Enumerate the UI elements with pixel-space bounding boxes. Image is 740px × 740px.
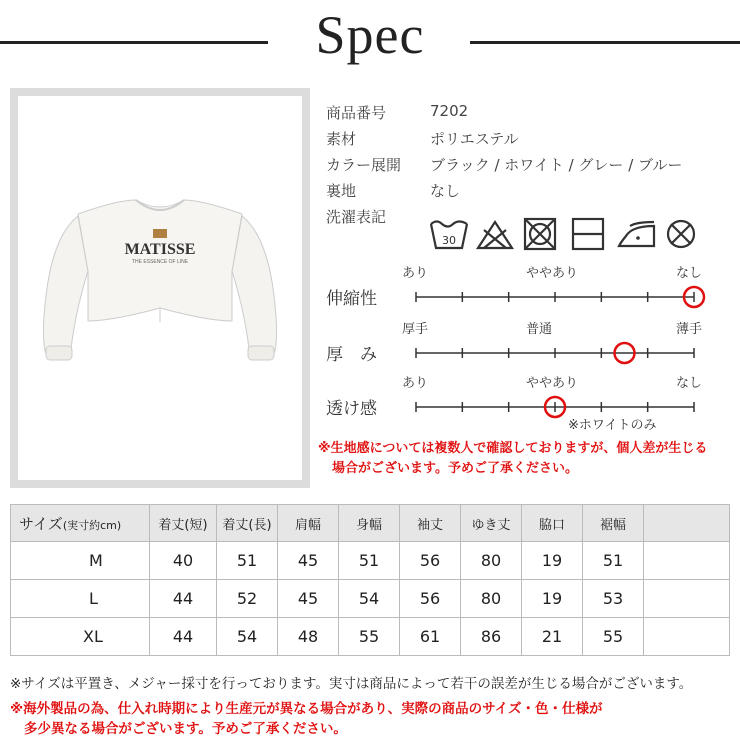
scale-left-label: あり — [402, 376, 429, 391]
no-dry-clean-icon — [668, 221, 694, 247]
title-rule-right — [470, 41, 740, 44]
value-cell: 80 — [461, 580, 522, 618]
page-title: Spec — [315, 5, 425, 65]
footer-note-overseas-1: ※海外製品の為、仕入れ時期により生産元が異なる場合があり、実際の商品のサイズ・色・仕様が — [10, 701, 603, 717]
spec-value-colors: ブラック / ホワイト / グレー / ブルー — [430, 156, 683, 174]
value-cell: 19 — [522, 580, 583, 618]
value-cell: 55 — [583, 618, 644, 656]
col-header: 身幅 — [339, 505, 400, 542]
value-cell: 86 — [461, 618, 522, 656]
spec-label-lining: 裏地 — [326, 182, 357, 200]
value-cell: 56 — [400, 580, 461, 618]
size-table-header — [11, 505, 730, 542]
iron-low-icon — [619, 222, 654, 246]
footer-note-measure: ※サイズは平置き、メジャー採寸を行っております。実寸は商品によって若干の誤差が生じる場合がございます。 — [10, 676, 693, 692]
product-photo-frame — [10, 88, 310, 488]
spec-label-material: 素材 — [326, 130, 357, 148]
col-header: 着丈(短) — [150, 505, 217, 542]
scale-bar — [406, 392, 706, 422]
logo-subtext: THE ESSENCE OF LINE — [131, 259, 189, 265]
table-row — [11, 580, 730, 618]
no-tumble-dry-icon — [525, 219, 555, 249]
scale-right-label: なし — [676, 266, 703, 281]
table-row — [11, 542, 730, 580]
value-cell: 52 — [217, 580, 278, 618]
no-chlorine-bleach-icon — [478, 222, 512, 248]
spec-value-material: ポリエステル — [430, 130, 519, 148]
value-cell: 54 — [339, 580, 400, 618]
size-table — [10, 504, 730, 656]
value-cell: 55 — [339, 618, 400, 656]
scale-bar — [406, 338, 706, 368]
value-cell: 56 — [400, 542, 461, 580]
value-cell: 80 — [461, 542, 522, 580]
value-cell: 44 — [150, 618, 217, 656]
scale-note-line1: ※生地感については複数人で確認しておりますが、個人差が生じる — [318, 441, 708, 456]
logo-text: MATISSE — [124, 241, 196, 258]
col-header: 肩幅 — [278, 505, 339, 542]
line-dry-flat-icon — [573, 219, 603, 249]
spec-value-lining: なし — [430, 182, 461, 200]
scale-name: 透け感 — [326, 399, 377, 419]
scale-mid-label: ややあり — [526, 266, 579, 281]
footer-note-overseas-2: 多少異なる場合がございます。予めご了承ください。 — [24, 721, 347, 737]
value-cell: 48 — [278, 618, 339, 656]
value-cell: 51 — [339, 542, 400, 580]
spec-label-item-no: 商品番号 — [326, 104, 387, 122]
svg-text:30: 30 — [442, 234, 456, 247]
care-icons — [428, 214, 700, 256]
scale-name: 伸縮性 — [326, 289, 377, 309]
value-cell — [644, 618, 730, 656]
size-cell: M — [11, 542, 150, 580]
value-cell: 44 — [150, 580, 217, 618]
value-cell: 53 — [583, 580, 644, 618]
scale-name: 厚 み — [326, 345, 377, 365]
col-header: ゆき丈 — [461, 505, 522, 542]
scale-mid-label: 普通 — [526, 322, 553, 337]
scale-bar — [406, 282, 706, 312]
scale-right-label: なし — [676, 376, 703, 391]
col-header: 脇口 — [522, 505, 583, 542]
value-cell: 21 — [522, 618, 583, 656]
value-cell: 40 — [150, 542, 217, 580]
col-header: 裾幅 — [583, 505, 644, 542]
scale-left-label: あり — [402, 266, 429, 281]
scale-left-label: 厚手 — [402, 322, 429, 337]
table-row — [11, 618, 730, 656]
spec-label-colors: カラー展開 — [326, 156, 402, 174]
scale-note: ※ホワイトのみ — [568, 418, 657, 433]
size-cell: XL — [11, 618, 150, 656]
value-cell: 45 — [278, 542, 339, 580]
value-cell: 51 — [583, 542, 644, 580]
size-cell: L — [11, 580, 150, 618]
value-cell: 54 — [217, 618, 278, 656]
product-photo — [18, 96, 302, 480]
value-cell: 51 — [217, 542, 278, 580]
spec-value-item-no: 7202 — [430, 102, 469, 120]
col-header — [644, 505, 730, 542]
spec-label-care: 洗濯表記 — [326, 208, 387, 226]
value-cell — [644, 580, 730, 618]
value-cell: 61 — [400, 618, 461, 656]
col-header: 着丈(長) — [217, 505, 278, 542]
sweatshirt-image — [18, 96, 302, 480]
logo-badge — [153, 229, 167, 238]
value-cell: 19 — [522, 542, 583, 580]
value-cell: 45 — [278, 580, 339, 618]
wash-30-icon — [431, 222, 467, 249]
col-header: 袖丈 — [400, 505, 461, 542]
size-header-cell: サイズ(実寸約cm) — [11, 505, 150, 542]
scale-right-label: 薄手 — [676, 322, 703, 337]
scale-note-line2: 場合がございます。予めご了承ください。 — [332, 461, 578, 476]
scale-mid-label: ややあり — [526, 376, 579, 391]
value-cell — [644, 542, 730, 580]
